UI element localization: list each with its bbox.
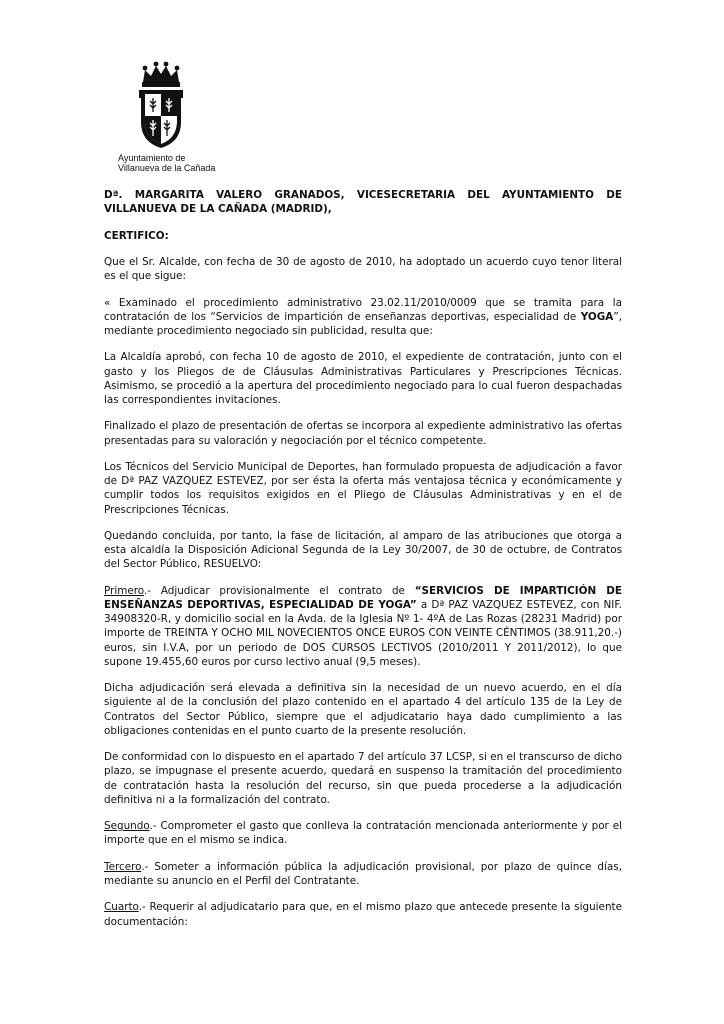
- org-name: [106, 153, 216, 173]
- primero-details: a Dª PAZ VAZQUEZ ESTEVEZ, con NIF. 34908320-R, y domicilio social en la Avda. de la Iglesia Nº 1- 4ºA de Las Rozas (28231 Madrid) por importe de TREINTA Y OCHO MIL NOVECIENTOS ONCE EUROS CON VEINTE CÉNTIMOS (38.911,20.-) euros, sin I.V.A, por un periodo de DOS CURSOS LECTIVOS (2010/2011 Y 2011/2012), lo que supone 19.455,60 euros por curso lectivo anual (9,5 meses).: [104, 598, 622, 668]
- paragraph-tercero: [104, 860, 622, 888]
- document-heading: Dª. MARGARITA VALERO GRANADOS, VICESECRETARIA DEL AYUNTAMIENTO DE VILLANUEVA DE LA CAÑADA (MADRID),: [104, 189, 622, 216]
- paragraph-examinado-start: « Examinado el procedimiento administrativo 23.02.11/2010/0009 que se tramita para la contratación de los “Servicios de impartición de enseñanzas deportivas, especialidad de: [104, 296, 622, 323]
- paragraph-dicha: Dicha adjudicación será elevada a definitiva sin la necesidad de un nuevo acuerdo, en el día siguiente al de la conclusión del plazo contenido en el apartado 4 del artículo 135 de la Ley de Contratos del Sector Público, siempre que el adjudicatario haya dado cumplimiento a las obligaciones contenidas en el punto cuarto de la presente resolución.: [104, 682, 622, 737]
- org-name-line2: Villanueva de la Cañada: [118, 163, 216, 173]
- letterhead: [106, 60, 216, 173]
- primero-intro: .- Adjudicar provisionalmente el contrato de: [143, 584, 415, 597]
- paragraph-examinado: [104, 296, 622, 339]
- yoga-emphasis: YOGA: [580, 310, 614, 323]
- coat-of-arms-logo: [131, 60, 191, 150]
- paragraph-finalizado: Finalizado el plazo de presentación de ofertas se incorpora al expediente administrativo las ofertas presentadas para su valoración y negociación por el técnico competente.: [104, 420, 622, 447]
- intro-paragraph: Que el Sr. Alcalde, con fecha de 30 de agosto de 2010, ha adoptado un acuerdo cuyo tenor literal es el que sigue:: [104, 255, 622, 283]
- primero-contract-name: “SERVICIOS DE IMPARTICIÓN DE ENSEÑANZAS DEPORTIVAS, ESPECIALIDAD DE YOGA”: [104, 584, 622, 611]
- cuarto-text: .- Requerir al adjudicatario para que, en el mismo plazo que antecede presente la siguiente documentación:: [104, 901, 622, 928]
- segundo-label: Segundo: [104, 820, 150, 833]
- org-name-line1: Ayuntamiento de: [118, 153, 186, 163]
- paragraph-tecnicos: Los Técnicos del Servicio Municipal de Deportes, han formulado propuesta de adjudicación a favor de Dª PAZ VAZQUEZ ESTEVEZ, por ser ésta la oferta más ventajosa técnica y económicamente y cumplir todos los requisitos exigidos en el Pliego de Cláusulas Administrativas y en el de Prescripciones Técnicas.: [104, 460, 622, 516]
- certifico-label: CERTIFICO:: [104, 229, 169, 242]
- tercero-label: Tercero: [104, 860, 142, 873]
- tercero-text: .- Someter a información pública la adjudicación provisional, por plazo de quince días, mediante su anuncio en el Perfil del Contratante.: [104, 860, 622, 887]
- paragraph-quedando: Quedando concluida, por tanto, la fase de licitación, al amparo de las atribuciones que otorga a esta alcaldía la Disposición Adicional Segunda de la Ley 30/2007, de 30 de octubre, de Contratos del Sector Público, RESUELVO:: [104, 529, 622, 571]
- segundo-text: .- Comprometer el gasto que conlleva la contratación mencionada anteriormente y por el importe que en el mismo se indica.: [104, 820, 622, 847]
- paragraph-segundo: [104, 819, 622, 847]
- document-body: [104, 188, 622, 941]
- cuarto-label: Cuarto: [104, 901, 139, 914]
- paragraph-alcaldia: La Alcaldía aprobó, con fecha 10 de agosto de 2010, el expediente de contratación, junto con el gasto y los Pliegos de de Cláusulas Administrativas Particulares y Prescripciones Técnicas. Asimismo, se procedió a la apertura del procedimiento negociado para lo cual fueron despachadas las correspondientes invitaciones.: [104, 351, 622, 406]
- paragraph-examinado-end: ”, mediante procedimiento negociado sin publicidad, resulta que:: [104, 310, 622, 337]
- primero-label: Primero: [104, 584, 144, 597]
- paragraph-primero: [104, 584, 622, 669]
- paragraph-cuarto: [104, 900, 622, 928]
- paragraph-conformidad: De conformidad con lo dispuesto en el apartado 7 del artículo 37 LCSP, si en el transcurso de dicho plazo, se impugnase el presente acuerdo, quedará en suspenso la tramitación del procedimiento de contratación hasta la resolución del recurso, sin que pueda procederse a la adjudicación definitiva ni a la formalización del contrato.: [104, 751, 622, 806]
